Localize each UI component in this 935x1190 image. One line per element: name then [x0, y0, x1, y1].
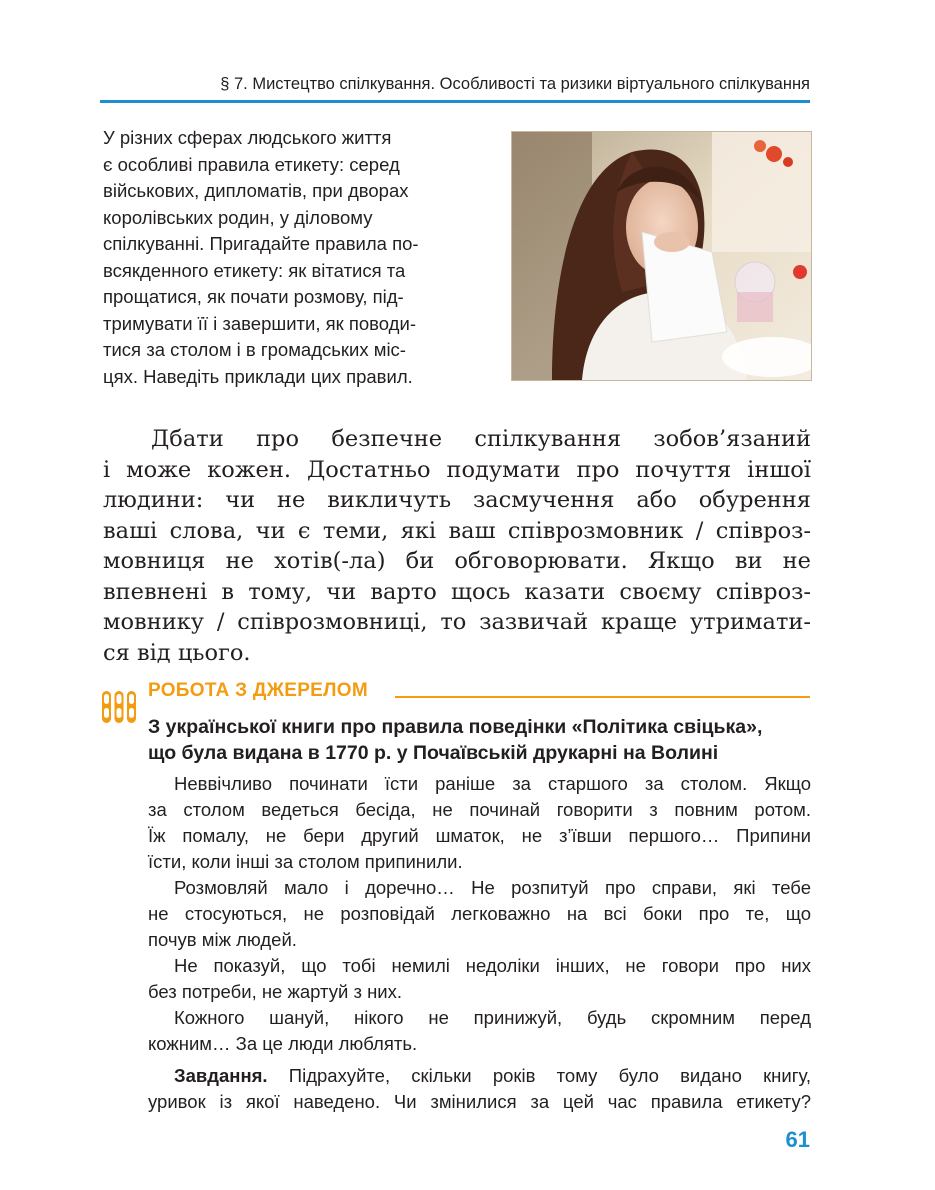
quote-line: почув між людей.	[148, 929, 297, 950]
quote-paragraph	[148, 875, 811, 953]
source-title-line: що була видана в 1770 р. у Почаївській друкарні на Волині	[148, 742, 719, 764]
intro-line: прощатися, як почати розмову, під-	[103, 286, 404, 307]
main-line: мовнику / співрозмовниці, то зазвичай краще утримати-	[103, 609, 811, 635]
main-line: і може кожен. Достатньо подумати про почуття іншої	[103, 456, 811, 483]
source-quote	[148, 771, 811, 1115]
intro-line: всякденного етикету: як вітатися та	[103, 259, 406, 281]
main-line: впевнені в тому, чи варто щось казати своєму співроз-	[103, 578, 811, 605]
source-title	[148, 714, 813, 766]
intro-line: спілкуванні. Пригадайте правила по-	[103, 233, 419, 254]
quote-line: Їж помалу, не бери другий шматок, не з’ївши першого… Припини	[148, 825, 811, 846]
quote-paragraph	[148, 1005, 811, 1057]
main-line: ваші слова, чи є теми, які ваш співрозмовник / співроз-	[103, 517, 811, 544]
intro-line: військових, дипломатів, при дворах	[103, 180, 409, 201]
quote-line: Кожного шануй, нікого не принижуй, будь скромним перед	[174, 1007, 811, 1028]
quote-line: їсти, коли інші за столом припинили.	[148, 851, 463, 872]
quote-line: без потреби, не жартуй з них.	[148, 981, 403, 1002]
main-line: мовниця не хотів(-ла) би обговорювати. Якщо ви не	[103, 548, 811, 574]
intro-line: королівських родин, у діловому	[103, 206, 373, 228]
intro-paragraph	[103, 125, 473, 390]
section-rule	[395, 696, 810, 698]
quote-line: кожним… За це люди люблять.	[148, 1033, 418, 1054]
main-paragraph	[103, 424, 811, 668]
task-line	[148, 1063, 811, 1089]
quote-line: не стосуються, не розповідай легковажно на всі боки про те, що	[148, 903, 811, 924]
page-number: 61	[785, 1127, 810, 1152]
quote-paragraph	[148, 771, 811, 875]
section-title: РОБОТА З ДЖЕРЕЛОМ	[148, 680, 368, 701]
quote-line: за столом ведеться бесіда, не починай говорити з повним ротом.	[148, 799, 811, 820]
task-line: уривок із якої наведено. Чи змінилися за цей час правила етикету?	[148, 1091, 811, 1112]
photo-illustration	[512, 132, 811, 380]
scroll-source-icon	[101, 691, 137, 723]
quote-line: Не показуй, що тобі немилі недоліки інших, не говори про них	[174, 955, 811, 976]
running-header: § 7. Мистецтво спілкування. Особливості та ризики віртуального спілкування	[220, 75, 810, 93]
quote-line: Розмовляй мало і доречно… Не розпитуй про справи, які тебе	[174, 877, 811, 898]
intro-line: тися за столом і в громадських міс-	[103, 339, 406, 360]
intro-line: є особливі правила етикету: серед	[103, 153, 400, 175]
photo-girl-at-table	[511, 131, 812, 381]
header-rule	[100, 100, 810, 103]
task-text: Підрахуйте, скільки років тому було видано книгу,	[267, 1065, 811, 1086]
task-label: Завдання.	[174, 1065, 268, 1086]
source-title-line: З української книги про правила поведінки «Політика свіцька»,	[148, 716, 763, 738]
main-line: людини: чи не викличуть засмучення або обурення	[103, 487, 811, 513]
quote-line: Неввічливо починати їсти раніше за старшого за столом. Якщо	[174, 773, 811, 794]
intro-line: цях. Наведіть приклади цих правил.	[103, 365, 413, 387]
main-line: ся від цього.	[103, 639, 251, 666]
intro-line: тримувати її і завершити, як поводи-	[103, 312, 416, 334]
intro-line: У різних сферах людського життя	[103, 127, 392, 148]
quote-paragraph	[148, 953, 811, 1005]
task-paragraph	[148, 1063, 811, 1115]
main-line: Дбати про безпечне спілкування зобов’язаний	[151, 426, 811, 452]
